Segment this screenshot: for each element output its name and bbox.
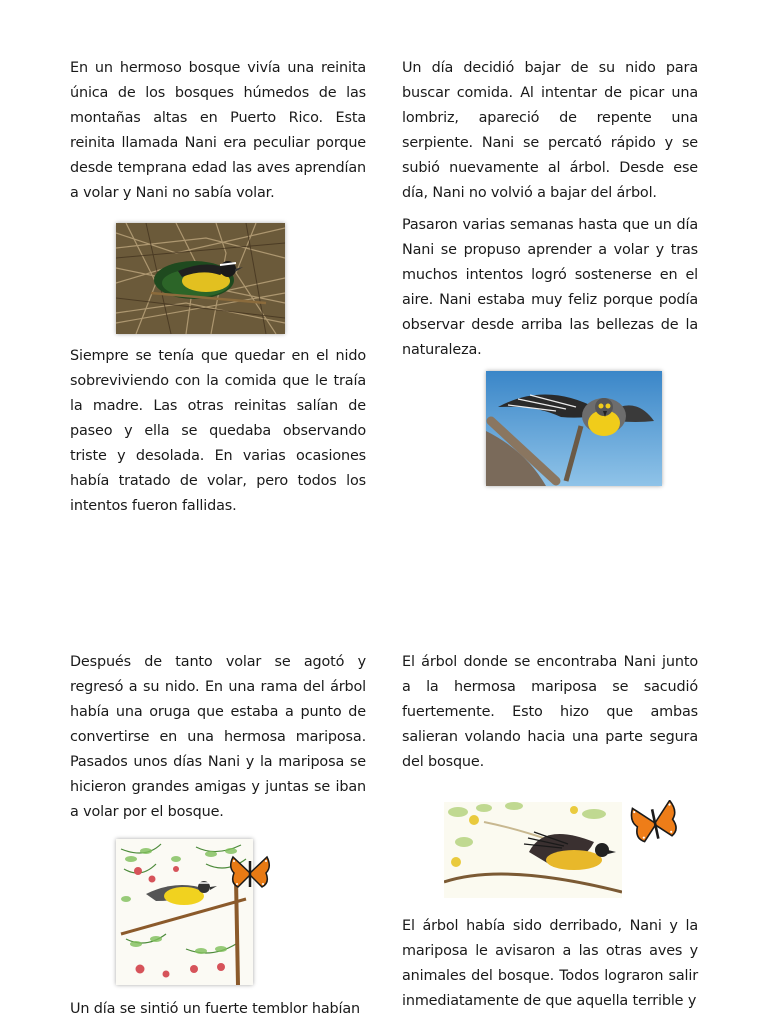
flying-bird-painting [444, 802, 622, 898]
warbler-wings-spread-photo [486, 371, 662, 486]
story-paragraph-2: Siempre se tenía que quedar en el nido sobreviviendo con la comida que le traía la madre. Las otras reinitas salían de paseo y ella se quedaba observando triste y desolada. En varias ocasiones había tratado de volar, pero todos los intentos fueron fallidas. [70, 348, 366, 514]
story-paragraph-7: El árbol donde se encontraba Nani junto a la hermosa mariposa se sacudió fuertemente. Esto hizo que ambas salieran volando hacia una parte segura del bosque. [402, 654, 698, 770]
story-paragraph-4: Pasaron varias semanas hasta que un día Nani se propuso aprender a volar y tras muchos intentos logró sostenerse en el aire. Nani estaba muy feliz porque podía observar desde arriba las bellezas de la naturaleza. [402, 217, 698, 358]
story-paragraph-1: En un hermoso bosque vivía una reinita única de los bosques húmedos de las montañas altas en Puerto Rico. Esta reinita llamada Nani era peculiar porque desde temprana edad las aves aprendían a volar y Nani no sabía volar. [70, 60, 366, 201]
story-paragraph-3: Un día decidió bajar de su nido para buscar comida. Al intentar de picar una lombriz, apareció de repente una serpiente. Nani se percató rápido y se subió nuevamente al árbol. Desde ese día, Nani no volvió a bajar del árbol. [402, 60, 698, 201]
story-paragraph-5: Después de tanto volar se agotó y regresó a su nido. En una rama del árbol había una oruga que estaba a punto de convertirse en una hermosa mariposa. Pasados unos días Nani y la mariposa se hicieron grandes amigas y juntas se iban a volar por el bosque. [70, 654, 366, 820]
monarch-butterfly [630, 800, 680, 846]
story-paragraph-8: El árbol había sido derribado, Nani y la mariposa le avisaron a las otras aves y animales del bosque. Todos lograron salir inmediatamente de que aquella terrible y [402, 918, 698, 1009]
monarch-butterfly [228, 853, 272, 893]
bird-in-nest-photo [116, 223, 285, 334]
story-paragraph-6: Un día se sintió un fuerte temblor habían [70, 1001, 360, 1017]
